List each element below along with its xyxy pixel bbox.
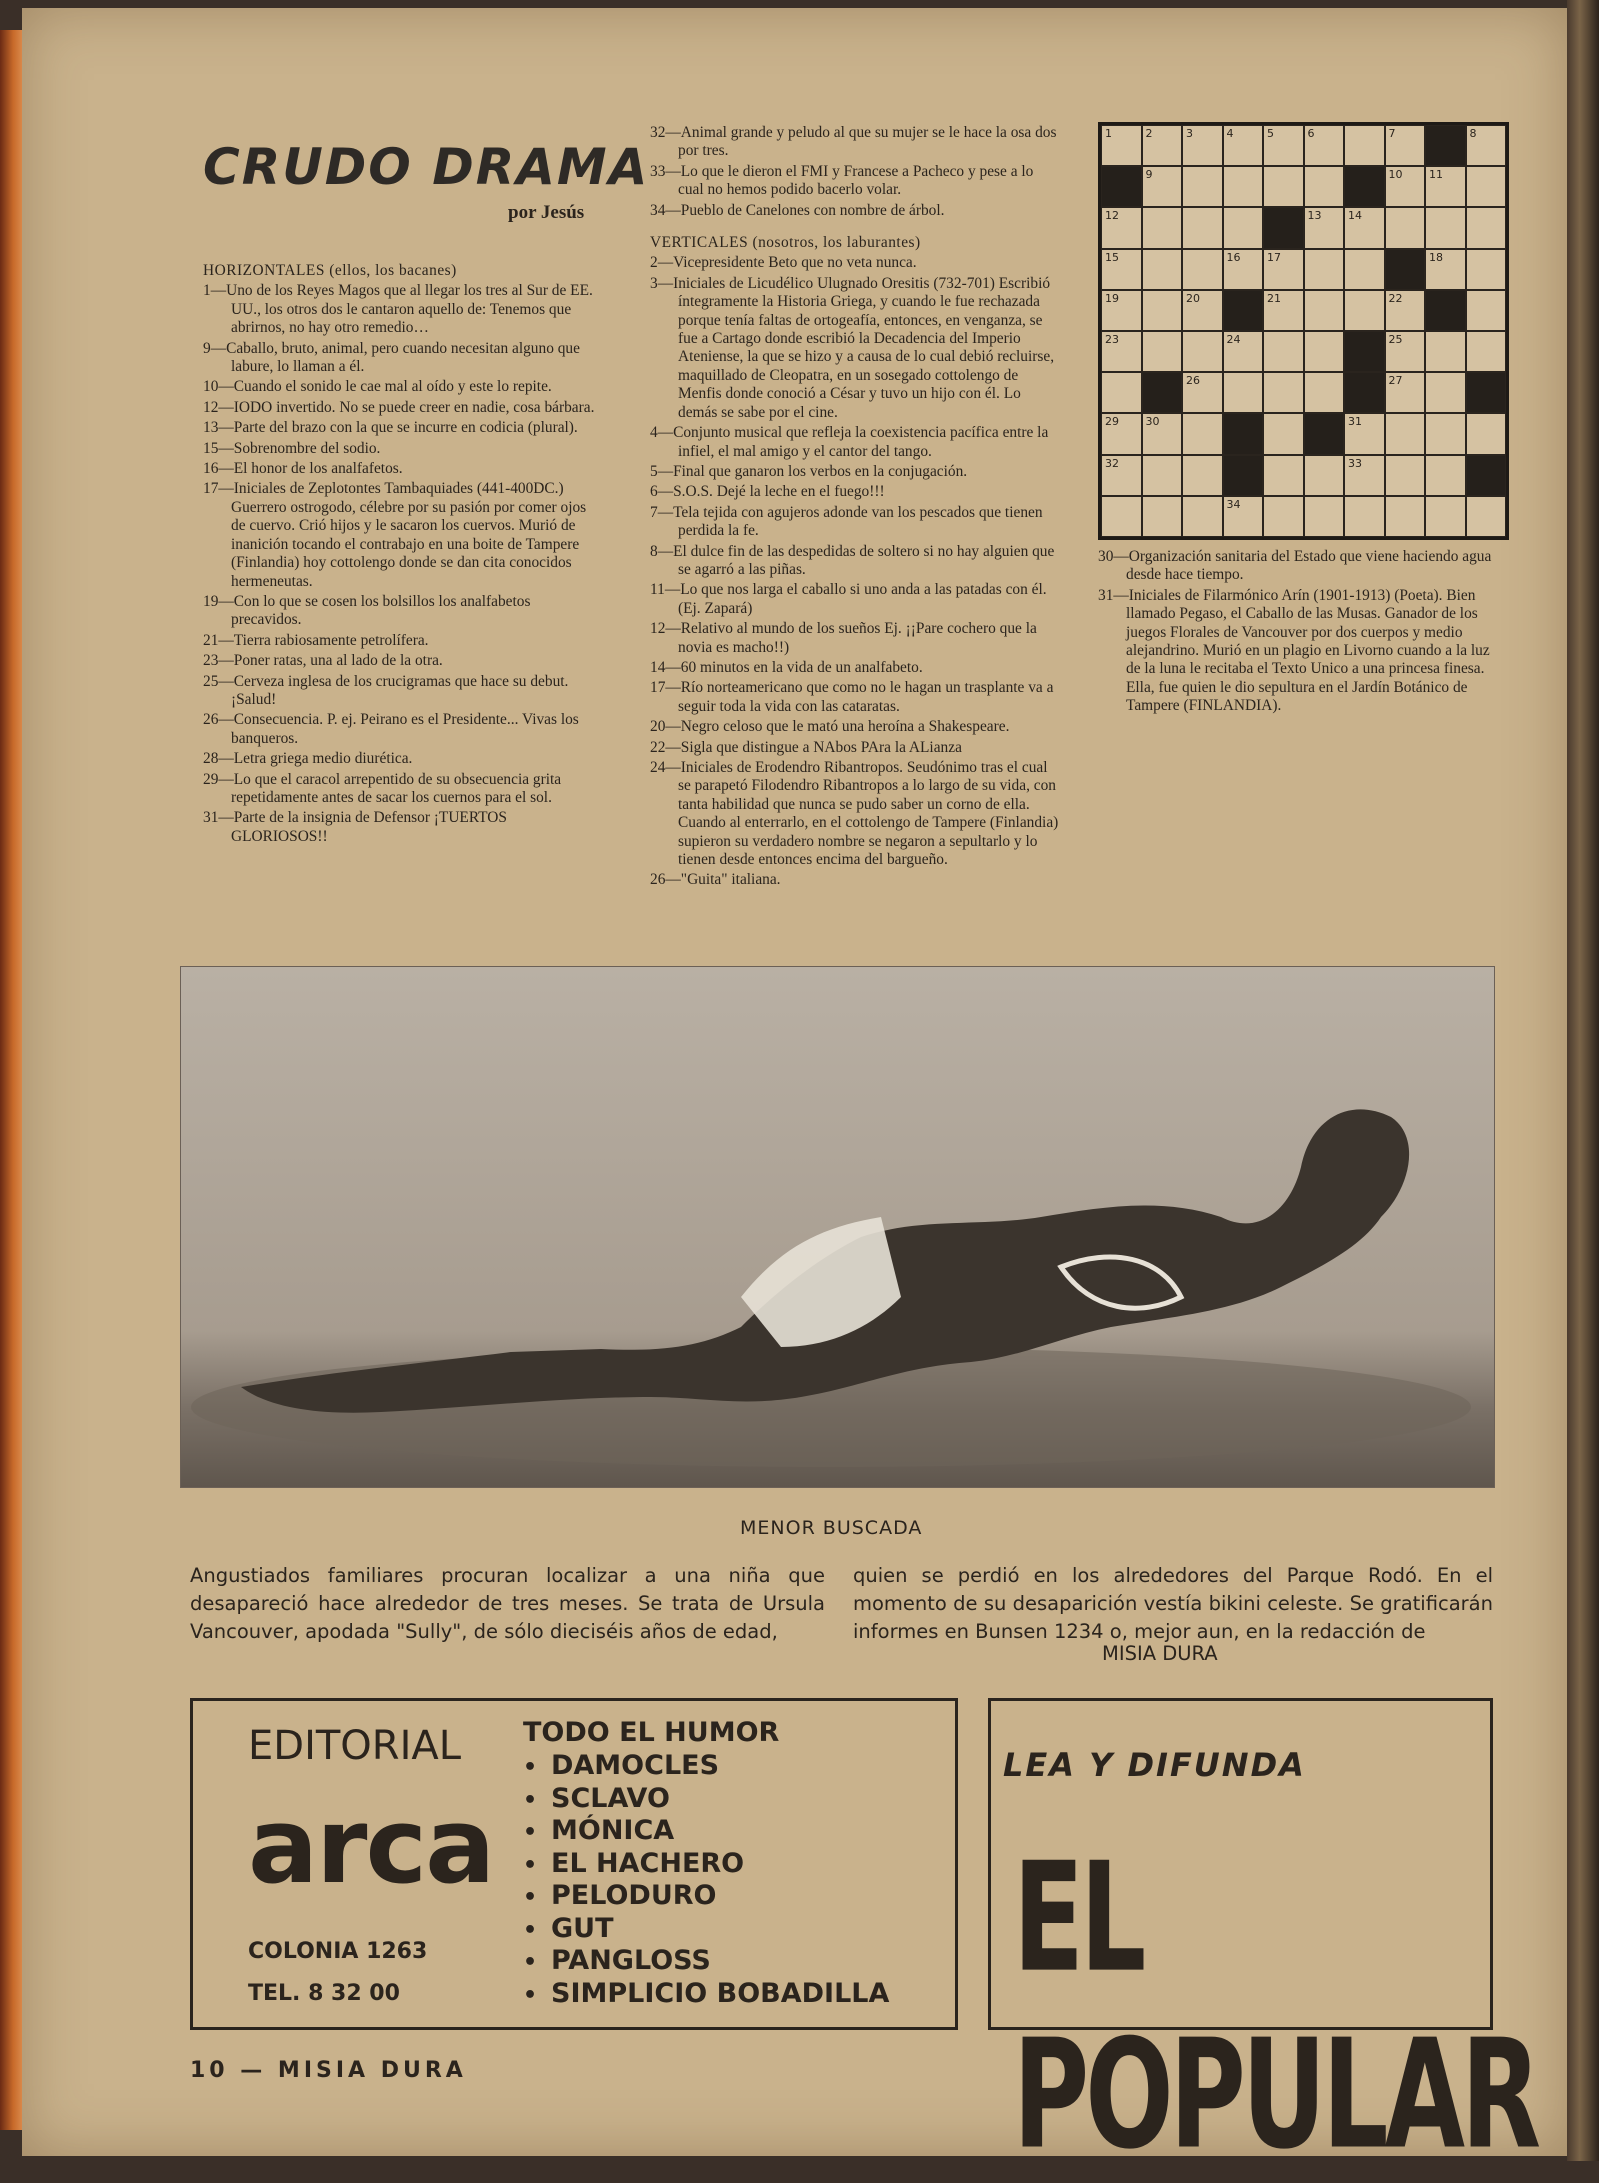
crossword-cell <box>1223 249 1264 290</box>
crossword-cell-number: 29 <box>1105 415 1119 429</box>
crossword-cell <box>1466 207 1507 248</box>
crossword-cell-number: 23 <box>1105 333 1119 346</box>
humor-title-label: MÓNICA <box>551 1815 675 1846</box>
crossword-black-cell <box>1425 125 1466 166</box>
crossword-cell <box>1425 496 1466 537</box>
crossword-cell <box>1344 496 1385 537</box>
bullet-icon: • <box>523 1852 538 1878</box>
crossword-cell-number: 4 <box>1226 127 1234 140</box>
crossword-cell <box>1263 455 1304 496</box>
bullet-icon: • <box>523 1950 538 1975</box>
crossword-cell-number: 5 <box>1267 127 1274 140</box>
crossword-cell <box>1466 125 1507 166</box>
crossword-cell <box>1101 331 1142 372</box>
humor-title-item <box>523 1849 889 1882</box>
crossword-cell <box>1182 207 1223 248</box>
crossword-cell <box>1344 290 1385 331</box>
humor-title-item <box>523 1979 889 2012</box>
crossword-cell <box>1385 331 1426 372</box>
verticales-column <box>650 124 1060 892</box>
crossword-cell <box>1263 166 1304 207</box>
crossword-black-cell <box>1344 331 1385 372</box>
crossword-cell <box>1142 125 1183 166</box>
crossword-cell <box>1385 290 1426 331</box>
horizontales-clue: 19—Con lo que se cosen los bolsillos los analfabetos precavidos. <box>203 592 531 629</box>
humor-title-label: PELODURO <box>551 1880 717 1911</box>
horizontales-clue: 31—Parte de la insignia de Defensor ¡TUERTOS GLORIOSOS!! <box>203 809 507 845</box>
crossword-cell <box>1425 455 1466 496</box>
crossword-cell <box>1101 455 1142 496</box>
crossword-cell-number: 21 <box>1267 291 1281 305</box>
horizontales-clue: 13—Parte del brazo con la que se incurre en codicia (plural). <box>203 419 578 437</box>
bullet-icon: • <box>523 1755 538 1780</box>
article-byline: por Jesús <box>508 202 585 223</box>
crossword-cell <box>1182 496 1223 537</box>
bullet-icon: • <box>523 1885 538 1910</box>
arca-logo: arca <box>248 1785 494 1907</box>
verticales-clue: 2—Vicepresidente Beto que no veta nunca. <box>650 254 917 272</box>
crossword-cell-number: 27 <box>1388 374 1403 388</box>
horizontales-clue: 25—Cerveza inglesa de los crucigramas que hace su debut. ¡Salud! <box>203 672 569 708</box>
horizontales-clue: 1—Uno de los Reyes Magos que al llegar los tres al Sur de EE. UU., los otros dos le cantaron aquello de: Tenemos que abrirnos, no hay otro remedio… <box>203 282 593 337</box>
crossword-cell-number: 24 <box>1226 333 1241 346</box>
page-footer: 10 — MISIA DURA <box>190 2058 467 2083</box>
crossword-cell <box>1263 125 1304 166</box>
crossword-cell <box>1425 207 1466 248</box>
crossword-black-cell <box>1223 290 1264 331</box>
bullet-icon: • <box>523 1787 538 1813</box>
humor-title-item <box>523 1751 889 1784</box>
crossword-cell <box>1344 249 1385 290</box>
humor-titles-list <box>523 1751 889 2011</box>
crossword-cell <box>1263 496 1304 537</box>
crossword-cell <box>1182 331 1223 372</box>
crossword-cell <box>1385 207 1426 248</box>
crossword-cell <box>1425 166 1466 207</box>
verticales-clue: 24—Iniciales de Erodendro Ribantropos. Seudónimo tras el cual se parapetó Filodendro Ribantropos a lo largo de su vida, con tanta habilidad que nunca se pudo saber un corno de ella. Cuando al enterrarlo, en el cottolengo de Tampere (Finlandia) supieron su verdadero nombre se negaron a sepultarlo y lo tienen desde entonces encima del bargueño. <box>650 759 1059 869</box>
crossword-cell-number: 20 <box>1186 291 1200 305</box>
crossword-cell-number: 3 <box>1186 127 1193 140</box>
crossword-cell <box>1142 331 1183 372</box>
crossword-black-cell <box>1425 290 1466 331</box>
verticales-clue: 30—Organización sanitaria del Estado que viene haciendo agua desde hace tiempo. <box>1098 548 1492 584</box>
crossword-cell <box>1304 166 1345 207</box>
crossword-cell <box>1304 496 1345 537</box>
horizontales-clue: 21—Tierra rabiosamente petrolífera. <box>203 631 429 649</box>
crossword-cell <box>1466 496 1507 537</box>
crossword-black-cell <box>1223 413 1264 454</box>
horizontales-clue: 17—Iniciales de Zeplotontes Tambaquiades (441-400DC.) Guerrero ostrogodo, célebre por su pasión por comer ojos de cuervo. Crió hijos y le sacaron los cuervos. Murió de inanición tocando el contrabajo en una boite de Tampere (Finlandia) hoy cottolengo donde se dan cita conocidos hermeneutas. <box>203 480 587 590</box>
crossword-cell <box>1142 166 1183 207</box>
crossword-cell-number: 13 <box>1307 209 1322 223</box>
crossword-cell <box>1223 372 1264 413</box>
crossword-cell <box>1182 249 1223 290</box>
verticales-clue: 6—S.O.S. Dejé la leche en el fuego!!! <box>650 483 885 501</box>
crossword-cell-number: 7 <box>1388 127 1396 140</box>
humor-title-item <box>523 1784 889 1817</box>
crossword-cell-number: 31 <box>1348 415 1362 429</box>
humor-title-item <box>523 1946 889 1979</box>
crossword-cell <box>1101 207 1142 248</box>
verticales-clue: 31—Iniciales de Filarmónico Arín (1901-1913) (Poeta). Bien llamado Pegaso, el Caballo de las Musas. Ganador de los juegos Florales de Vancouver por dos cuerpos y medio alejandrino. Murió en un plagio en Livorno cuando a la luz de la luna le recitaba el Texto Unico a una princesa finesa. Ella, fue quien le dio sepultura en el Jardín Botánico de Tampere (FINLANDIA). <box>1098 586 1490 715</box>
crossword-cell <box>1304 331 1345 372</box>
horizontales-clue: 33—Lo que le dieron el FMI y Francese a Pacheco y pese a lo cual no hemos podido bacerlo volar. <box>650 162 1034 199</box>
crossword-cell-number: 17 <box>1267 250 1281 264</box>
crossword-cell <box>1466 331 1507 372</box>
arca-phone: TEL. 8 32 00 <box>248 1981 400 2006</box>
crossword-cell-number: 33 <box>1348 456 1362 470</box>
crossword-cell <box>1263 331 1304 372</box>
crossword-cell <box>1182 413 1223 454</box>
humor-title-label: SCLAVO <box>551 1782 670 1814</box>
photo-caption-title: MENOR BUSCADA <box>740 1517 923 1539</box>
crossword-cell <box>1182 455 1223 496</box>
crossword-cell <box>1142 290 1183 331</box>
humor-title-label: DAMOCLES <box>551 1750 720 1781</box>
verticales-column-continued <box>1098 548 1506 718</box>
humor-title-item <box>523 1881 889 1914</box>
bullet-icon: • <box>523 1820 538 1845</box>
verticales-clue: 12—Relativo al mundo de los sueños Ej. ¡¡Pare cochero que la novia es macho!!) <box>650 620 1037 656</box>
crossword-cell <box>1142 455 1183 496</box>
crossword-cell <box>1425 372 1466 413</box>
crossword-cell-number: 19 <box>1105 291 1119 305</box>
verticales-clue: 11—Lo que nos larga el caballo si uno anda a las patadas con él. (Ej. Zapará) <box>650 581 1047 617</box>
crossword-black-cell <box>1344 166 1385 207</box>
crossword-cell <box>1263 249 1304 290</box>
crossword-cell-number: 11 <box>1429 168 1443 182</box>
crossword-cell <box>1385 496 1426 537</box>
crossword-cell <box>1304 125 1345 166</box>
ad-popular-tagline: LEA Y DIFUNDA <box>1003 1746 1306 1784</box>
crossword-cell <box>1223 496 1264 537</box>
horizontales-clue: 32—Animal grande y peludo al que su mujer se le hace la osa dos por tres. <box>650 124 1057 160</box>
crossword-cell <box>1344 413 1385 454</box>
crossword-cell <box>1101 413 1142 454</box>
crossword-cell <box>1223 331 1264 372</box>
crossword-cell <box>1142 207 1183 248</box>
humor-title-item <box>523 1816 889 1849</box>
crossword-cell-number: 14 <box>1348 209 1362 223</box>
crossword-cell <box>1385 166 1426 207</box>
verticales-clue: 4—Conjunto musical que refleja la coexistencia pacífica entre la infiel, el mal amigo y el cantor del tango. <box>650 424 1049 460</box>
crossword-cell <box>1101 372 1142 413</box>
crossword-cell-number: 32 <box>1105 456 1119 470</box>
crossword-cell <box>1142 249 1183 290</box>
horizontales-clue: 26—Consecuencia. P. ej. Peirano es el Presidente... Vivas los banqueros. <box>203 711 579 747</box>
verticales-clue: 7—Tela tejida con agujeros adonde van los pescados que tienen perdida la fe. <box>650 503 1043 540</box>
crossword-cell <box>1425 249 1466 290</box>
crossword-cell <box>1466 166 1507 207</box>
crossword-cell <box>1466 249 1507 290</box>
crossword-cell-number: 34 <box>1226 497 1241 511</box>
crossword-cell-number: 26 <box>1186 374 1200 388</box>
photo-reclining-woman <box>180 966 1495 1488</box>
humor-title-label: PANGLOSS <box>551 1945 711 1976</box>
crossword-cell <box>1223 166 1264 207</box>
crossword-black-cell <box>1466 455 1507 496</box>
el-popular-logo: EL POPULAR <box>1013 1829 1538 2183</box>
crossword-cell <box>1385 455 1426 496</box>
bullet-icon: • <box>523 1917 538 1943</box>
horizontales-clue: 34—Pueblo de Canelones con nombre de árbol. <box>650 201 945 219</box>
crossword-black-cell <box>1101 166 1142 207</box>
crossword-cell <box>1304 207 1345 248</box>
horizontales-heading: HORIZONTALES (ellos, los bacanes) <box>203 262 457 279</box>
horizontales-clue: 15—Sobrenombre del sodio. <box>203 439 381 457</box>
crossword-cell <box>1142 413 1183 454</box>
crossword-cell-number: 12 <box>1105 209 1119 223</box>
crossword-cell <box>1263 290 1304 331</box>
crossword-black-cell <box>1223 455 1264 496</box>
crossword-cell <box>1101 125 1142 166</box>
crossword-black-cell <box>1263 207 1304 248</box>
horizontales-column <box>203 262 603 848</box>
woman-silhouette-illustration <box>181 967 1494 1487</box>
crossword-cell <box>1304 372 1345 413</box>
verticales-heading: VERTICALES (nosotros, los laburantes) <box>650 234 921 252</box>
crossword-cell <box>1466 413 1507 454</box>
crossword-cell <box>1344 125 1385 166</box>
verticales-clue: 3—Iniciales de Licudélico Ulugnado Oresitis (732-701) Escribió íntegramente la Historia Griega, y cuando le fue rechazada porque tenía faltas de ortogeafía, entonces, en venganza, se fue a Cartago donde escribió la Decadencia del Imperio Ateniense, la que se hizo y a causa de lo cual debió recluirse, maquillado de Cleopatra, en un sosegado cottolengo de Menfis donde conoció a César y tuvo un hijo con él. Lo demás se sabe por el cine. <box>650 274 1055 421</box>
todo-el-humor-heading: TODO EL HUMOR <box>523 1717 780 1748</box>
crossword-cell <box>1223 125 1264 166</box>
crossword-black-cell <box>1385 249 1426 290</box>
humor-title-label: SIMPLICIO BOBADILLA <box>551 1977 890 2009</box>
ad-editorial-arca <box>190 1698 958 2030</box>
crossword-cell-number: 1 <box>1105 127 1112 140</box>
crossword-cell <box>1142 496 1183 537</box>
crossword-cell-number: 16 <box>1226 250 1241 264</box>
ad-editorial-label: EDITORIAL <box>248 1723 462 1769</box>
crossword-black-cell <box>1304 413 1345 454</box>
verticales-clue: 8—El dulce fin de las despedidas de soltero si no hay alguien que se agarró a las piñas. <box>650 542 1055 578</box>
crossword-cell-number: 10 <box>1388 168 1403 182</box>
verticales-clue: 14—60 minutos en la vida de un analfabeto. <box>650 658 923 676</box>
crossword-cell <box>1385 413 1426 454</box>
humor-title-label: GUT <box>551 1912 614 1944</box>
verticales-clue: 26—"Guita" italiana. <box>650 871 781 889</box>
crossword-cell <box>1304 249 1345 290</box>
crossword-black-cell <box>1142 372 1183 413</box>
humor-title-item <box>523 1914 889 1947</box>
crossword-cell-number: 22 <box>1388 291 1403 305</box>
crossword-cell <box>1263 413 1304 454</box>
page-edge <box>0 30 22 2130</box>
crossword-cell <box>1182 166 1223 207</box>
crossword-cell-number: 8 <box>1469 127 1477 140</box>
crossword-cell <box>1223 207 1264 248</box>
book-spine <box>1567 0 1599 2161</box>
crossword-cell <box>1385 125 1426 166</box>
photo-caption-signature: MISIA DURA <box>1102 1642 1218 1665</box>
crossword-cell-number: 2 <box>1145 127 1153 140</box>
photo-caption-left: Angustiados familiares procuran localizar a una niña que desapareció hace alrededor de tres meses. Se trata de Ursula Vancouver, apodada "Sully", de sólo dieciséis años de edad, <box>190 1564 825 1643</box>
crossword-cell <box>1101 249 1142 290</box>
crossword-cell <box>1425 413 1466 454</box>
verticales-clue: 17—Río norteamericano que como no le hagan un trasplante va a seguir toda la vida con las cataratas. <box>650 679 1054 715</box>
verticales-clue: 20—Negro celoso que le mató una heroína a Shakespeare. <box>650 718 1010 736</box>
crossword-cell <box>1182 372 1223 413</box>
crossword-cell <box>1263 372 1304 413</box>
crossword-cell-number: 30 <box>1145 415 1160 429</box>
article-title: CRUDO DRAMA <box>203 138 650 196</box>
arca-address: COLONIA 1263 <box>248 1939 428 1964</box>
ad-el-popular <box>988 1698 1538 2183</box>
crossword-black-cell <box>1466 372 1507 413</box>
bullet-icon: • <box>523 1982 538 2008</box>
crossword-cell <box>1101 496 1142 537</box>
horizontales-clue: 16—El honor de los analfafetos. <box>203 460 403 478</box>
crossword-cell-number: 18 <box>1429 250 1443 264</box>
crossword-cell <box>1304 455 1345 496</box>
verticales-clue: 5—Final que ganaron los verbos en la conjugación. <box>650 462 968 480</box>
crossword-cell <box>1304 290 1345 331</box>
crossword-cell <box>1344 207 1385 248</box>
crossword-cell <box>1182 125 1223 166</box>
horizontales-clue: 29—Lo que el caracol arrepentido de su obsecuencia grita repetidamente antes de sacar los cuernos para el sol. <box>203 770 562 806</box>
crossword-cell <box>1385 372 1426 413</box>
crossword-cell-number: 25 <box>1388 333 1403 346</box>
horizontales-clue: 9—Caballo, bruto, animal, pero cuando necesitan alguno que labure, lo llaman a él. <box>203 339 580 376</box>
horizontales-clue: 23—Poner ratas, una al lado de la otra. <box>203 652 443 670</box>
horizontales-clue: 10—Cuando el sonido le cae mal al oído y este lo repite. <box>203 378 552 396</box>
humor-title-label: EL HACHERO <box>551 1847 745 1879</box>
crossword-cell <box>1466 290 1507 331</box>
verticales-clue: 22—Sigla que distingue a NAbos PAra la ALianza <box>650 738 962 756</box>
crossword-cell <box>1182 290 1223 331</box>
horizontales-clue: 12—IODO invertido. No se puede creer en nadie, cosa bárbara. <box>203 398 595 416</box>
crossword-cell-number: 6 <box>1307 127 1315 140</box>
crossword-cell <box>1101 290 1142 331</box>
crossword-black-cell <box>1344 372 1385 413</box>
crossword-cell-number: 9 <box>1145 168 1153 182</box>
crossword-cell-number: 15 <box>1105 250 1119 264</box>
photo-caption-right: quien se perdió en los alrededores del Parque Rodó. En el momento de su desaparición vestía bikini celeste. Se gratificarán informes en Bunsen 1234 o, mejor aun, en la redacción de <box>853 1564 1493 1643</box>
horizontales-clue: 28—Letra griega medio diurética. <box>203 750 413 768</box>
crossword-cell <box>1344 455 1385 496</box>
crossword-cell <box>1425 331 1466 372</box>
crossword-grid <box>1098 122 1509 540</box>
